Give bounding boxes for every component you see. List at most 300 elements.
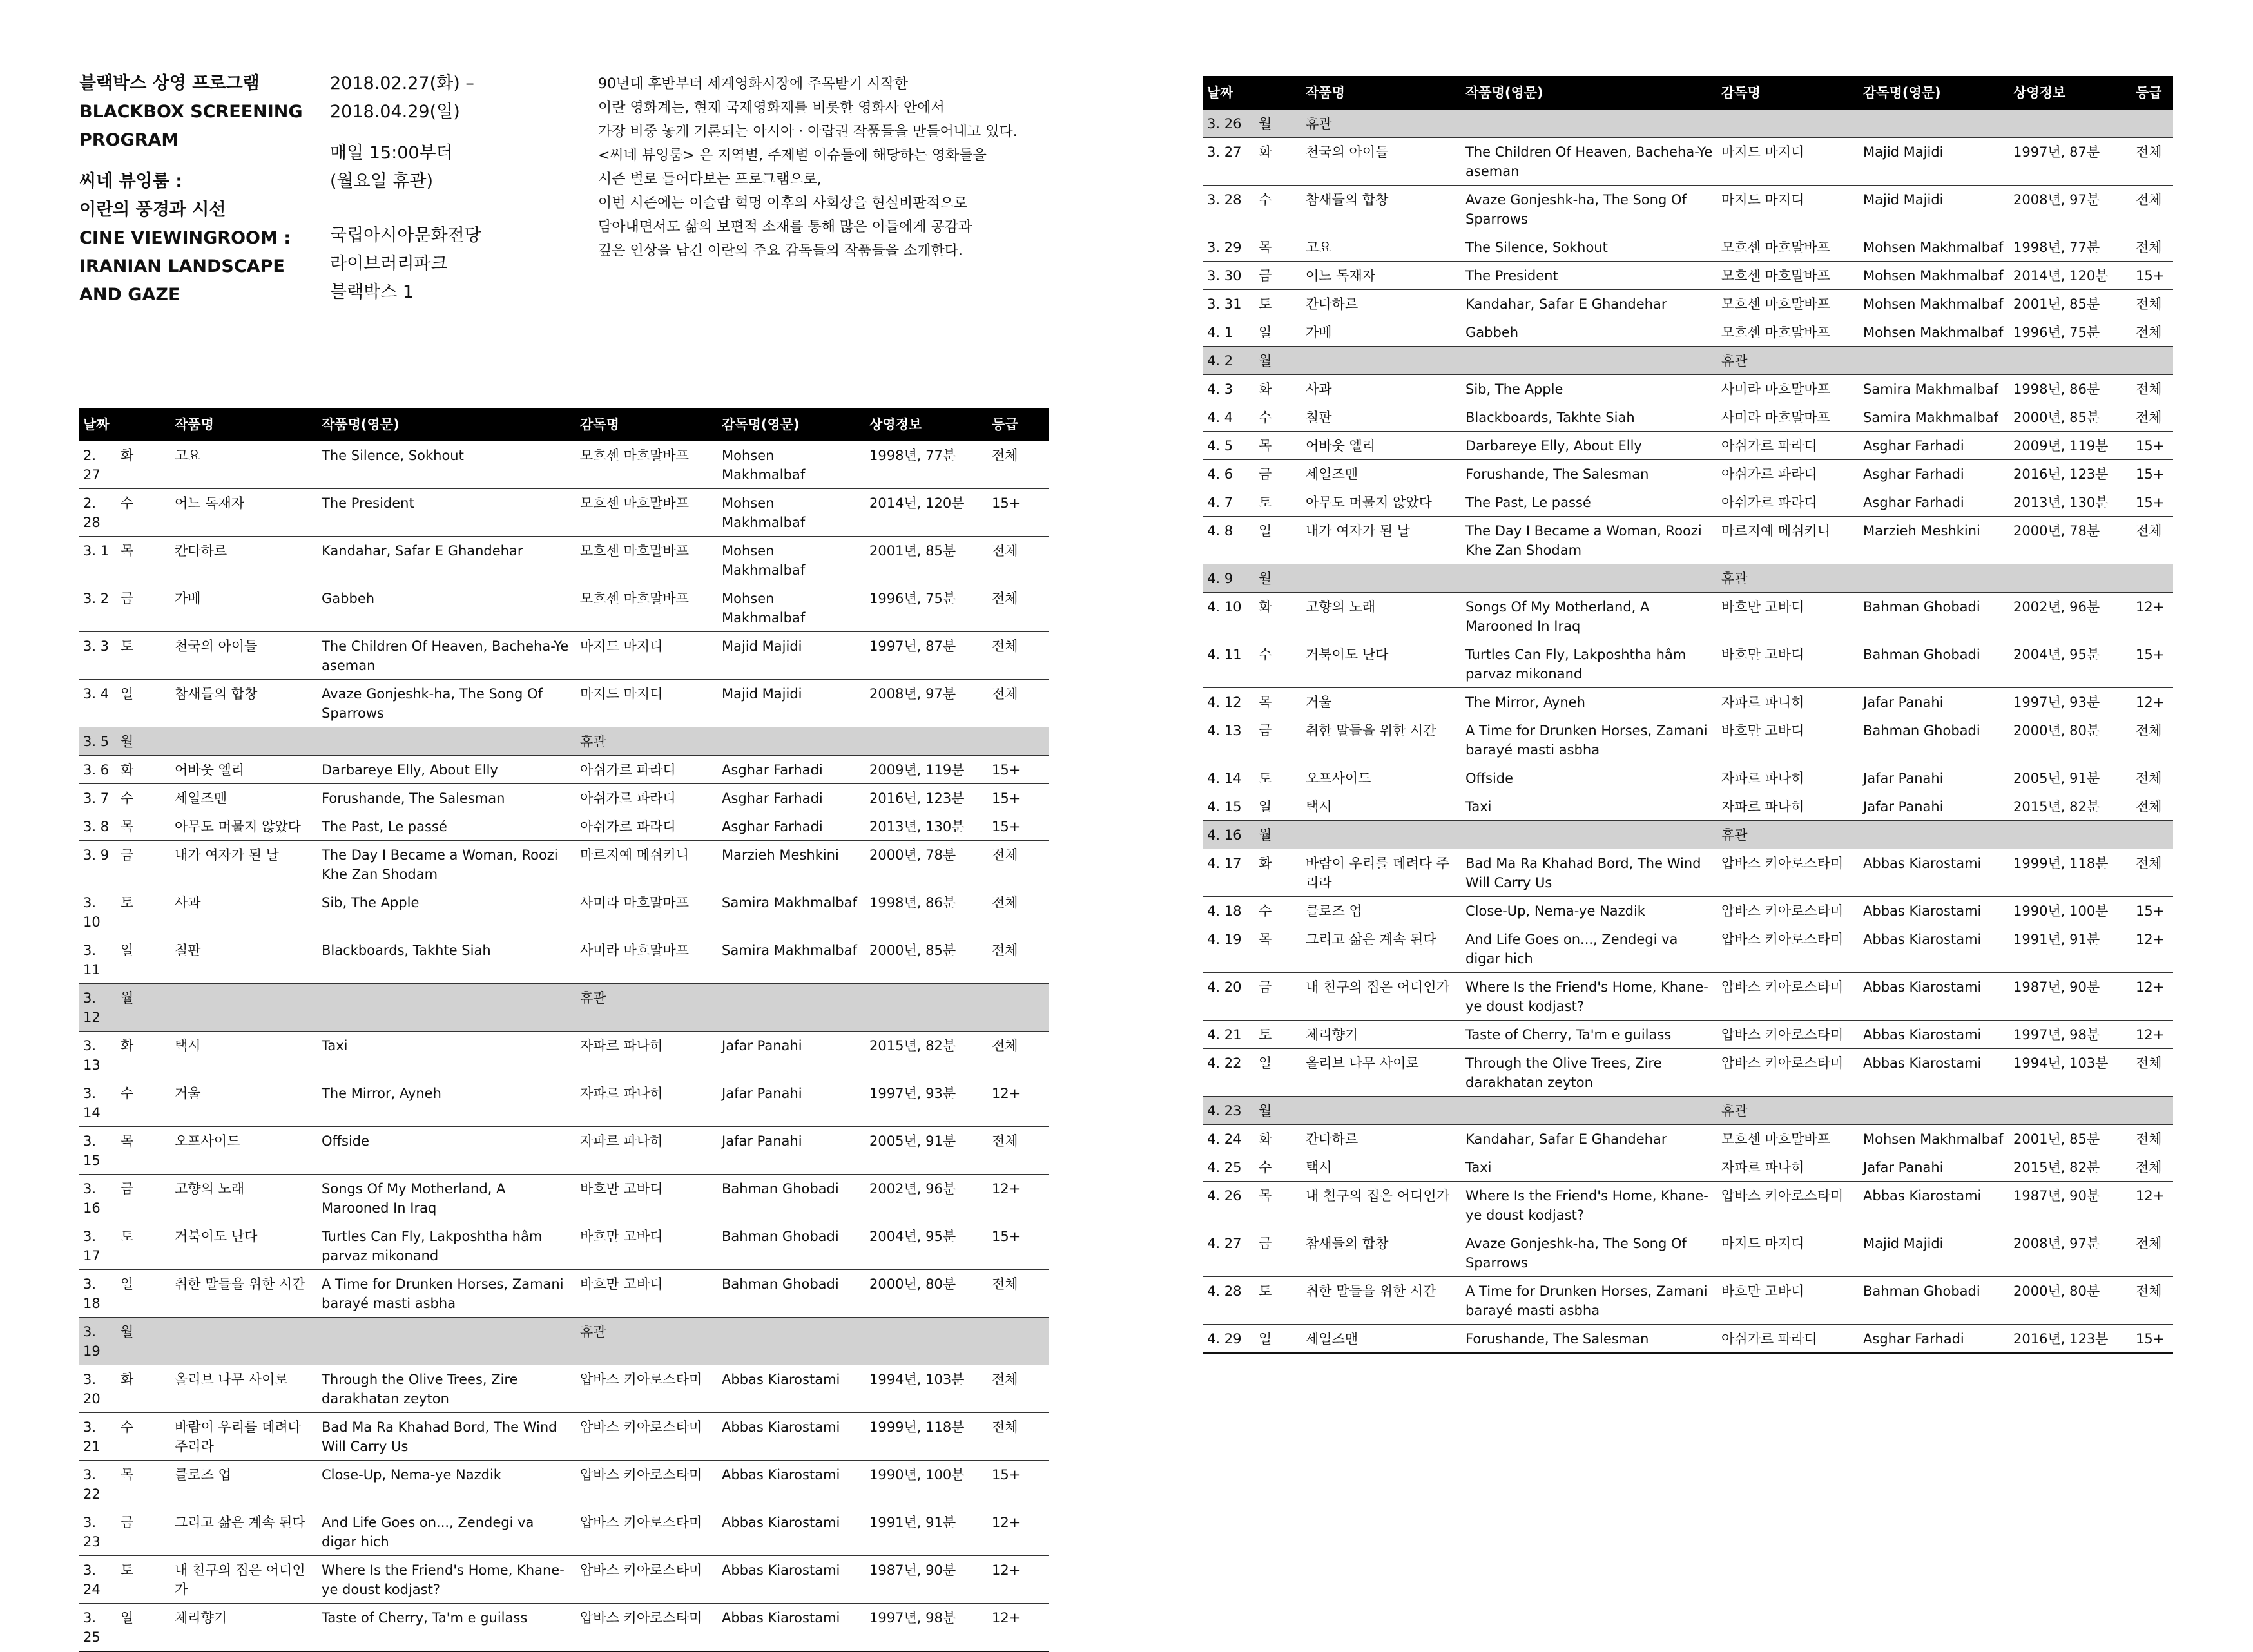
screening-row xyxy=(79,1508,1049,1556)
title-ko-cell: 거울 xyxy=(1302,688,1462,716)
screening-info-cell: 2000년, 78분 xyxy=(865,841,988,888)
date-cell: 3. 18 xyxy=(79,1270,117,1318)
weekday-cell: 화 xyxy=(1255,1125,1302,1153)
rating-cell: 전체 xyxy=(2132,1125,2173,1153)
title-ko-cell: 가베 xyxy=(1302,318,1462,347)
director-en-cell: Asghar Farhadi xyxy=(718,784,865,812)
program-title-en-line: BLACKBOX SCREENING xyxy=(79,102,303,122)
date-cell: 3. 2 xyxy=(79,584,117,632)
date-cell: 3. 9 xyxy=(79,841,117,888)
rating-cell: 전체 xyxy=(988,888,1049,936)
screening-info-cell: 1997년, 93분 xyxy=(2009,688,2132,716)
description-line: 90년대 후반부터 세계영화시장에 주목받기 시작한 xyxy=(598,76,909,92)
title-ko-cell: 참새들의 합창 xyxy=(1302,186,1462,233)
director-ko-cell: 자파르 파나히 xyxy=(1717,1153,1859,1182)
director-ko-cell: 바흐만 고바디 xyxy=(1717,1277,1859,1325)
director-en-cell: Marzieh Meshkini xyxy=(718,841,865,888)
screening-row xyxy=(79,1365,1049,1413)
weekday-cell: 토 xyxy=(1255,1021,1302,1049)
weekday-cell: 토 xyxy=(1255,290,1302,318)
screening-row xyxy=(1203,233,2173,262)
rating-cell: 전체 xyxy=(2132,318,2173,347)
rating-cell: 전체 xyxy=(2132,849,2173,897)
section-subtitle-en: CINE VIEWINGROOM : xyxy=(79,228,291,248)
weekday-cell: 수 xyxy=(117,784,171,812)
screening-row xyxy=(1203,973,2173,1021)
screening-row xyxy=(1203,403,2173,432)
title-en-cell: Turtles Can Fly, Lakposhtha hâm parvaz mikonand xyxy=(1462,640,1717,688)
title-ko-cell: 클로즈 업 xyxy=(1302,897,1462,925)
title-ko-cell: 내 친구의 집은 어디인가 xyxy=(171,1556,318,1604)
rating-cell: 전체 xyxy=(2132,764,2173,792)
title-ko-cell: 고향의 노래 xyxy=(171,1175,318,1222)
director-ko-cell: 모흐센 마흐말바프 xyxy=(1717,1125,1859,1153)
weekday-cell: 일 xyxy=(117,680,171,727)
date-cell: 4. 16 xyxy=(1203,821,1255,849)
weekday-cell: 화 xyxy=(1255,849,1302,897)
rating-cell: 전체 xyxy=(2132,1153,2173,1182)
description-line: 시즌 별로 들어다보는 프로그램으로, xyxy=(598,171,822,187)
title-ko-cell: 오프사이드 xyxy=(171,1127,318,1175)
title-en-cell: The Silence, Sokhout xyxy=(1462,233,1717,262)
date-cell: 4. 19 xyxy=(1203,925,1255,973)
director-ko-cell: 압바스 키아로스타미 xyxy=(576,1365,718,1413)
screening-info-cell: 2002년, 96분 xyxy=(865,1175,988,1222)
director-ko-cell: 마르지예 메쉬키니 xyxy=(576,841,718,888)
date-cell: 3. 24 xyxy=(79,1556,117,1604)
title-ko-cell: 어느 독재자 xyxy=(1302,262,1462,290)
director-en-cell: Jafar Panahi xyxy=(1859,1153,2009,1182)
weekday-cell: 월 xyxy=(1255,564,1302,593)
screening-info-cell: 2016년, 123분 xyxy=(2009,1325,2132,1354)
closed-spacer xyxy=(171,727,576,756)
director-en-cell: Mohsen Makhmalbaf xyxy=(1859,290,2009,318)
screening-row xyxy=(1203,318,2173,347)
title-ko-cell: 천국의 아이들 xyxy=(1302,138,1462,186)
director-ko-cell: 아쉬가르 파라디 xyxy=(1717,488,1859,517)
date-cell: 4. 8 xyxy=(1203,517,1255,564)
director-ko-cell: 자파르 파나히 xyxy=(576,1079,718,1127)
closed-day-row xyxy=(79,1318,1049,1365)
closed-spacer xyxy=(171,984,576,1032)
date-cell: 4. 23 xyxy=(1203,1097,1255,1125)
date-cell: 4. 28 xyxy=(1203,1277,1255,1325)
title-en-cell: Taxi xyxy=(1462,792,1717,821)
title-ko-cell: 바람이 우리를 데려다 주리라 xyxy=(1302,849,1462,897)
screening-row xyxy=(79,812,1049,841)
date-cell: 4. 17 xyxy=(1203,849,1255,897)
director-ko-cell: 압바스 키아로스타미 xyxy=(1717,849,1859,897)
date-cell: 3. 13 xyxy=(79,1032,117,1079)
title-en-cell: And Life Goes on..., Zendegi va digar hich xyxy=(318,1508,576,1556)
director-en-cell: Abbas Kiarostami xyxy=(718,1556,865,1604)
weekday-cell: 목 xyxy=(1255,233,1302,262)
title-en-cell: Gabbeh xyxy=(1462,318,1717,347)
screening-row xyxy=(1203,1229,2173,1277)
date-cell: 4. 6 xyxy=(1203,460,1255,488)
director-ko-cell: 바흐만 고바디 xyxy=(576,1175,718,1222)
date-cell: 4. 14 xyxy=(1203,764,1255,792)
director-en-cell: Samira Makhmalbaf xyxy=(718,888,865,936)
weekday-cell: 화 xyxy=(117,1032,171,1079)
rating-cell: 전체 xyxy=(2132,792,2173,821)
director-en-cell: Abbas Kiarostami xyxy=(718,1508,865,1556)
screening-info-cell: 1998년, 86분 xyxy=(865,888,988,936)
director-ko-cell: 압바스 키아로스타미 xyxy=(576,1604,718,1652)
weekday-cell: 화 xyxy=(117,756,171,784)
director-en-cell: Samira Makhmalbaf xyxy=(718,936,865,984)
date-cell: 3. 4 xyxy=(79,680,117,727)
date-cell: 3. 31 xyxy=(1203,290,1255,318)
title-ko-cell: 취한 말들을 위한 시간 xyxy=(171,1270,318,1318)
rating-cell: 전체 xyxy=(988,441,1049,489)
date-cell: 4. 27 xyxy=(1203,1229,1255,1277)
closed-spacer xyxy=(1302,347,1717,375)
weekday-cell: 토 xyxy=(117,1222,171,1270)
screening-info-cell: 2008년, 97분 xyxy=(865,680,988,727)
title-ko-cell: 고향의 노래 xyxy=(1302,593,1462,640)
weekday-cell: 토 xyxy=(117,888,171,936)
title-en-cell: Blackboards, Takhte Siah xyxy=(318,936,576,984)
date-cell: 3. 30 xyxy=(1203,262,1255,290)
column-header: 감독명(영문) xyxy=(718,408,865,441)
title-ko-cell: 취한 말들을 위한 시간 xyxy=(1302,716,1462,764)
director-en-cell: Abbas Kiarostami xyxy=(1859,973,2009,1021)
screening-row xyxy=(79,1032,1049,1079)
screening-info-cell: 2004년, 95분 xyxy=(865,1222,988,1270)
title-ko-cell: 택시 xyxy=(171,1032,318,1079)
screening-info-cell: 2016년, 123분 xyxy=(865,784,988,812)
screening-info-cell: 2004년, 95분 xyxy=(2009,640,2132,688)
closed-day-row xyxy=(1203,821,2173,849)
director-en-cell: Asghar Farhadi xyxy=(1859,432,2009,460)
director-ko-cell: 모흐센 마흐말바프 xyxy=(1717,318,1859,347)
title-en-cell: Kandahar, Safar E Ghandehar xyxy=(1462,290,1717,318)
director-ko-cell: 자파르 파나히 xyxy=(576,1032,718,1079)
weekday-cell: 일 xyxy=(1255,792,1302,821)
date-cell: 3. 6 xyxy=(79,756,117,784)
screening-row xyxy=(79,680,1049,727)
schedule-table-right xyxy=(1203,76,2173,1354)
rating-cell: 15+ xyxy=(988,1461,1049,1508)
screening-row xyxy=(1203,517,2173,564)
weekday-cell: 토 xyxy=(1255,764,1302,792)
screening-info-cell: 2001년, 85분 xyxy=(2009,290,2132,318)
weekday-cell: 수 xyxy=(1255,1153,1302,1182)
director-ko-cell: 압바스 키아로스타미 xyxy=(576,1413,718,1461)
screening-row xyxy=(1203,764,2173,792)
title-en-cell: The Day I Became a Woman, Roozi Khe Zan Shodam xyxy=(1462,517,1717,564)
title-ko-cell: 세일즈맨 xyxy=(1302,1325,1462,1354)
title-ko-cell: 올리브 나무 사이로 xyxy=(171,1365,318,1413)
title-en-cell: The President xyxy=(318,489,576,537)
screening-info-cell: 2014년, 120분 xyxy=(865,489,988,537)
screening-time: 매일 15:00부터 xyxy=(330,143,453,163)
title-en-cell: Darbareye Elly, About Elly xyxy=(318,756,576,784)
weekday-cell: 수 xyxy=(117,1413,171,1461)
schedule-table-left xyxy=(79,408,1049,1652)
director-ko-cell: 아쉬가르 파라디 xyxy=(576,756,718,784)
title-en-cell: The Mirror, Ayneh xyxy=(318,1079,576,1127)
director-en-cell: Abbas Kiarostami xyxy=(1859,1049,2009,1097)
screening-row xyxy=(79,1222,1049,1270)
rating-cell: 15+ xyxy=(988,1222,1049,1270)
title-ko-cell: 세일즈맨 xyxy=(1302,460,1462,488)
date-cell: 3. 3 xyxy=(79,632,117,680)
weekday-cell: 금 xyxy=(1255,460,1302,488)
director-ko-cell: 압바스 키아로스타미 xyxy=(1717,1182,1859,1229)
date-cell: 4. 20 xyxy=(1203,973,1255,1021)
screening-row xyxy=(1203,138,2173,186)
director-ko-cell: 모흐센 마흐말바프 xyxy=(576,441,718,489)
rating-cell: 전체 xyxy=(2132,716,2173,764)
director-ko-cell: 모흐센 마흐말바프 xyxy=(1717,290,1859,318)
screening-info-cell: 1997년, 98분 xyxy=(865,1604,988,1652)
screening-info-cell: 1990년, 100분 xyxy=(2009,897,2132,925)
director-ko-cell: 마지드 마지디 xyxy=(1717,1229,1859,1277)
weekday-cell: 금 xyxy=(1255,262,1302,290)
venue-line: 라이브러리파크 xyxy=(330,254,448,274)
screening-info-cell: 1998년, 77분 xyxy=(2009,233,2132,262)
weekday-cell: 금 xyxy=(117,1175,171,1222)
title-en-cell: A Time for Drunken Horses, Zamani barayé masti asbha xyxy=(1462,1277,1717,1325)
director-ko-cell: 사미라 마흐말마프 xyxy=(576,936,718,984)
weekday-cell: 금 xyxy=(117,1508,171,1556)
screening-info-cell: 2008년, 97분 xyxy=(2009,1229,2132,1277)
title-en-cell: Close-Up, Nema-ye Nazdik xyxy=(1462,897,1717,925)
title-en-cell: Forushande, The Salesman xyxy=(318,784,576,812)
description-line: 가장 비중 놓게 거론되는 아시아 · 아랍권 작품들을 만들어내고 있다. xyxy=(598,124,1018,140)
director-ko-cell: 압바스 키아로스타미 xyxy=(576,1461,718,1508)
title-ko-cell: 가베 xyxy=(171,584,318,632)
title-en-cell: Forushande, The Salesman xyxy=(1462,1325,1717,1354)
program-info-block xyxy=(330,70,562,307)
title-ko-cell: 취한 말들을 위한 시간 xyxy=(1302,1277,1462,1325)
date-cell: 3. 28 xyxy=(1203,186,1255,233)
rating-cell: 12+ xyxy=(988,1604,1049,1652)
director-en-cell: Majid Majidi xyxy=(718,632,865,680)
closed-label: 휴관 xyxy=(1717,564,2173,593)
closed-label: 휴관 xyxy=(1717,821,2173,849)
description-line: 이번 시즌에는 이슬람 혁명 이후의 사회상을 현실비판적으로 xyxy=(598,195,968,211)
closed-day-row xyxy=(1203,347,2173,375)
director-en-cell: Asghar Farhadi xyxy=(718,812,865,841)
rating-cell: 전체 xyxy=(988,584,1049,632)
date-cell: 3. 12 xyxy=(79,984,117,1032)
date-cell: 3. 17 xyxy=(79,1222,117,1270)
director-en-cell: Abbas Kiarostami xyxy=(718,1365,865,1413)
weekday-cell: 화 xyxy=(1255,593,1302,640)
rating-cell: 전체 xyxy=(2132,375,2173,403)
rating-cell: 전체 xyxy=(2132,186,2173,233)
program-period: 2018.02.27(화) – xyxy=(330,73,474,93)
director-ko-cell: 아쉬가르 파라디 xyxy=(1717,460,1859,488)
date-cell: 4. 2 xyxy=(1203,347,1255,375)
title-ko-cell: 거울 xyxy=(171,1079,318,1127)
weekday-cell: 목 xyxy=(1255,925,1302,973)
title-ko-cell: 체리향기 xyxy=(1302,1021,1462,1049)
director-en-cell: Abbas Kiarostami xyxy=(718,1461,865,1508)
rating-cell: 12+ xyxy=(2132,593,2173,640)
column-header: 날짜 xyxy=(1203,76,1302,110)
director-en-cell: Asghar Farhadi xyxy=(1859,1325,2009,1354)
closed-label: 휴관 xyxy=(576,1318,1049,1365)
weekday-cell: 토 xyxy=(1255,1277,1302,1325)
screening-info-cell: 1987년, 90분 xyxy=(865,1556,988,1604)
section-subtitle-ko: 이란의 풍경과 시선 xyxy=(79,200,226,220)
screening-row xyxy=(1203,375,2173,403)
title-ko-cell: 거북이도 난다 xyxy=(171,1222,318,1270)
closed-label: 휴관 xyxy=(1717,1097,2173,1125)
director-en-cell: Abbas Kiarostami xyxy=(1859,897,2009,925)
director-en-cell: Majid Majidi xyxy=(1859,138,2009,186)
title-ko-cell: 바람이 우리를 데려다 주리라 xyxy=(171,1413,318,1461)
rating-cell: 15+ xyxy=(988,784,1049,812)
title-en-cell: Taste of Cherry, Ta'm e guilass xyxy=(318,1604,576,1652)
title-en-cell: Bad Ma Ra Khahad Bord, The Wind Will Carry Us xyxy=(318,1413,576,1461)
director-en-cell: Mohsen Makhmalbaf xyxy=(718,584,865,632)
director-en-cell: Asghar Farhadi xyxy=(1859,488,2009,517)
director-ko-cell: 바흐만 고바디 xyxy=(1717,640,1859,688)
weekday-cell: 목 xyxy=(117,1127,171,1175)
date-cell: 4. 24 xyxy=(1203,1125,1255,1153)
description-line: 깊은 인상을 남긴 이란의 주요 감독들의 작품들을 소개한다. xyxy=(598,243,963,259)
date-cell: 4. 15 xyxy=(1203,792,1255,821)
title-ko-cell: 칸다하르 xyxy=(171,537,318,584)
screening-row xyxy=(79,1175,1049,1222)
screening-info-cell: 2014년, 120분 xyxy=(2009,262,2132,290)
title-en-cell: Through the Olive Trees, Zire darakhatan zeyton xyxy=(1462,1049,1717,1097)
title-en-cell: The Past, Le passé xyxy=(318,812,576,841)
screening-row xyxy=(1203,640,2173,688)
column-header: 등급 xyxy=(988,408,1049,441)
screening-info-cell: 2009년, 119분 xyxy=(2009,432,2132,460)
rating-cell: 12+ xyxy=(2132,688,2173,716)
date-cell: 4. 26 xyxy=(1203,1182,1255,1229)
title-ko-cell: 칠판 xyxy=(171,936,318,984)
title-ko-cell: 어바웃 엘리 xyxy=(171,756,318,784)
column-header: 작품명 xyxy=(1302,76,1462,110)
director-ko-cell: 마지드 마지디 xyxy=(1717,186,1859,233)
director-ko-cell: 압바스 키아로스타미 xyxy=(576,1556,718,1604)
date-cell: 3. 26 xyxy=(1203,110,1255,138)
date-cell: 3. 29 xyxy=(1203,233,1255,262)
director-en-cell: Bahman Ghobadi xyxy=(1859,716,2009,764)
screening-row xyxy=(1203,1182,2173,1229)
title-en-cell: Avaze Gonjeshk-ha, The Song Of Sparrows xyxy=(1462,1229,1717,1277)
weekday-cell: 일 xyxy=(117,1270,171,1318)
title-en-cell: Sib, The Apple xyxy=(318,888,576,936)
weekday-cell: 금 xyxy=(117,841,171,888)
title-ko-cell: 칠판 xyxy=(1302,403,1462,432)
screening-row xyxy=(1203,925,2173,973)
director-en-cell: Jafar Panahi xyxy=(718,1127,865,1175)
rating-cell: 15+ xyxy=(2132,262,2173,290)
title-ko-cell: 어느 독재자 xyxy=(171,489,318,537)
title-en-cell: Taxi xyxy=(318,1032,576,1079)
weekday-cell: 수 xyxy=(117,1079,171,1127)
closed-spacer xyxy=(1302,821,1717,849)
screening-info-cell: 1994년, 103분 xyxy=(2009,1049,2132,1097)
screening-info-cell: 2005년, 91분 xyxy=(865,1127,988,1175)
rating-cell: 12+ xyxy=(2132,925,2173,973)
date-cell: 3. 8 xyxy=(79,812,117,841)
weekday-cell: 화 xyxy=(1255,375,1302,403)
weekday-cell: 목 xyxy=(117,537,171,584)
rating-cell: 12+ xyxy=(988,1175,1049,1222)
weekday-cell: 월 xyxy=(1255,347,1302,375)
weekday-cell: 토 xyxy=(117,632,171,680)
weekday-cell: 토 xyxy=(117,1556,171,1604)
director-ko-cell: 마지드 마지디 xyxy=(576,632,718,680)
director-ko-cell: 모흐센 마흐말바프 xyxy=(1717,233,1859,262)
director-ko-cell: 아쉬가르 파라디 xyxy=(576,784,718,812)
weekday-cell: 화 xyxy=(117,441,171,489)
screening-row xyxy=(79,584,1049,632)
title-en-cell: A Time for Drunken Horses, Zamani barayé masti asbha xyxy=(1462,716,1717,764)
title-en-cell: Taste of Cherry, Ta'm e guilass xyxy=(1462,1021,1717,1049)
director-en-cell: Bahman Ghobadi xyxy=(718,1270,865,1318)
director-en-cell: Mohsen Makhmalbaf xyxy=(718,441,865,489)
director-ko-cell: 사미라 마흐말마프 xyxy=(1717,403,1859,432)
screening-info-cell: 2008년, 97분 xyxy=(2009,186,2132,233)
director-ko-cell: 자파르 파나히 xyxy=(1717,764,1859,792)
closed-label: 휴관 xyxy=(1717,347,2173,375)
screening-row xyxy=(79,1461,1049,1508)
weekday-cell: 목 xyxy=(117,1461,171,1508)
column-header: 감독명 xyxy=(1717,76,1859,110)
schedule-header xyxy=(79,408,1049,441)
screening-row xyxy=(79,489,1049,537)
director-ko-cell: 압바스 키아로스타미 xyxy=(576,1508,718,1556)
title-en-cell: Avaze Gonjeshk-ha, The Song Of Sparrows xyxy=(318,680,576,727)
director-en-cell: Bahman Ghobadi xyxy=(718,1175,865,1222)
title-ko-cell: 그리고 삶은 계속 된다 xyxy=(1302,925,1462,973)
screening-info-cell: 1997년, 98분 xyxy=(2009,1021,2132,1049)
closed-day-row xyxy=(1203,1097,2173,1125)
section-subtitle-ko: 씨네 뷰잉룸 : xyxy=(79,171,183,191)
screening-info-cell: 2001년, 85분 xyxy=(2009,1125,2132,1153)
director-ko-cell: 아쉬가르 파라디 xyxy=(576,812,718,841)
rating-cell: 15+ xyxy=(988,812,1049,841)
director-ko-cell: 마르지예 메쉬키니 xyxy=(1717,517,1859,564)
weekday-cell: 수 xyxy=(1255,403,1302,432)
rating-cell: 전체 xyxy=(2132,1277,2173,1325)
rating-cell: 15+ xyxy=(2132,1325,2173,1354)
director-en-cell: Abbas Kiarostami xyxy=(718,1413,865,1461)
title-ko-cell: 택시 xyxy=(1302,1153,1462,1182)
rating-cell: 12+ xyxy=(2132,1021,2173,1049)
description-line: 이란 영화계는, 현재 국제영화제를 비롯한 영화사 안에서 xyxy=(598,100,945,116)
date-cell: 4. 9 xyxy=(1203,564,1255,593)
closed-day-row xyxy=(1203,110,2173,138)
rating-cell: 전체 xyxy=(2132,1049,2173,1097)
weekday-cell: 화 xyxy=(117,1365,171,1413)
title-en-cell: Blackboards, Takhte Siah xyxy=(1462,403,1717,432)
director-en-cell: Bahman Ghobadi xyxy=(1859,640,2009,688)
director-en-cell: Jafar Panahi xyxy=(1859,792,2009,821)
rating-cell: 15+ xyxy=(988,489,1049,537)
date-cell: 4. 3 xyxy=(1203,375,1255,403)
weekday-cell: 월 xyxy=(1255,110,1302,138)
date-cell: 3. 5 xyxy=(79,727,117,756)
title-ko-cell: 칸다하르 xyxy=(1302,290,1462,318)
director-en-cell: Bahman Ghobadi xyxy=(718,1222,865,1270)
title-en-cell: Forushande, The Salesman xyxy=(1462,460,1717,488)
director-ko-cell: 아쉬가르 파라디 xyxy=(1717,432,1859,460)
title-en-cell: Kandahar, Safar E Ghandehar xyxy=(318,537,576,584)
title-ko-cell: 올리브 나무 사이로 xyxy=(1302,1049,1462,1097)
